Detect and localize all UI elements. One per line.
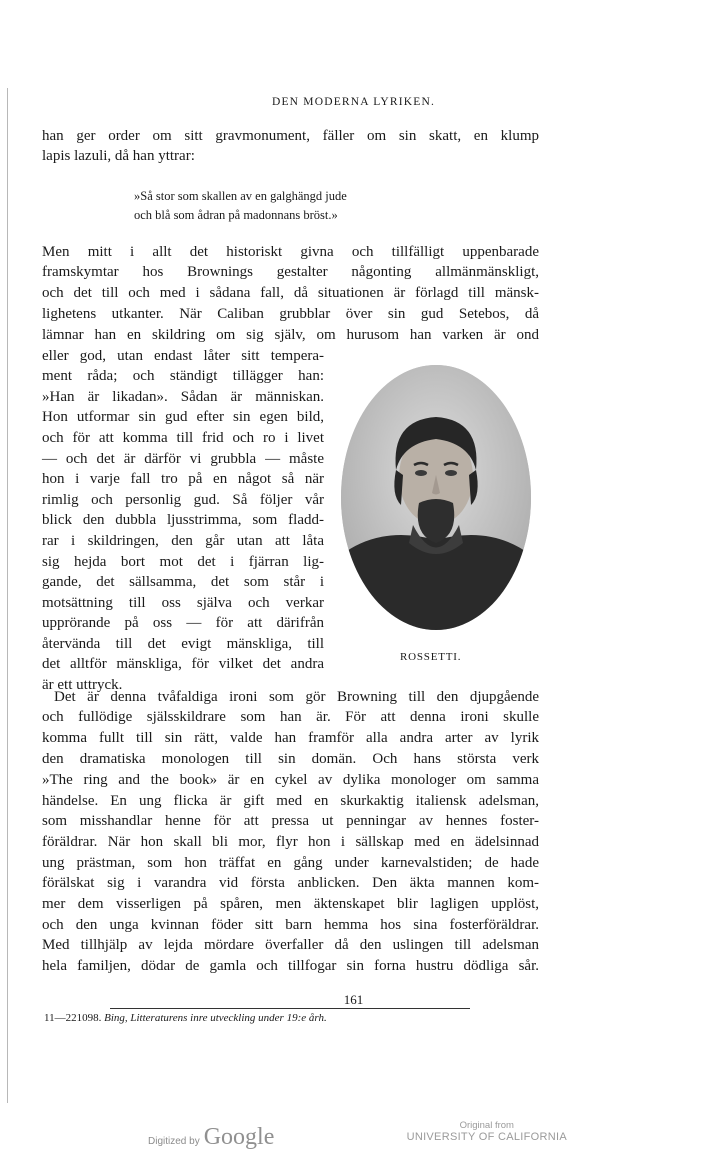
signature-code: 11—221098. (44, 1012, 102, 1024)
text-line: och för att komma till frid och ro i livet (42, 430, 324, 446)
text-line: lämnar han en skildring om sig själv, om hurusom han varken är ond (42, 327, 539, 343)
text-line: ment råda; och ständigt tillägger han: (42, 368, 324, 384)
text-line: den dramatiska monologen till sin domän. Och hans största verk (42, 751, 539, 767)
verse-line: och blå som ådran på madonnans bröst.» (134, 208, 338, 222)
text-line: upprörande på oss — för att därifrån (42, 615, 324, 631)
text-line: hon i varje fall tro på en något så när (42, 471, 324, 487)
text-line: blick den dubbla ljusstrimma, som fladd- (42, 512, 324, 528)
text-line: sig hejda bort mot det i fjärran lig- (42, 554, 324, 570)
original-from-label: Original from (459, 1120, 514, 1131)
text-line: Det är denna tvåfaldiga ironi som gör Browning till den djupgående (54, 689, 539, 705)
text-line: Men mitt i allt det historiskt givna och tillfälligt uppenbarade (42, 244, 539, 260)
text-line: ung prästman, som hon träffat en gång under karnevalstiden; de hade (42, 855, 539, 871)
text-line: mer dem visserligen på spåren, men äktenskapet blir lagligen upplöst, (42, 896, 539, 912)
text-line: motsättning till oss själva och verkar (42, 595, 324, 611)
text-line: återvända till det evigt mänskliga, till (42, 636, 324, 652)
verse-line: »Så stor som skallen av en galghängd jude (134, 189, 347, 203)
text-line: föräldrar. När hon skall bli mor, flyr hon i sällskap med en ädelsinnad (42, 834, 539, 850)
text-line: det alltför mänskliga, för vilket det andra (42, 656, 324, 672)
text-line: framskymtar hos Brownings gestalter någonting allmänmänskligt, (42, 264, 539, 280)
text-line: lapis lazuli, då han yttrar: (42, 148, 195, 164)
text-line: som misshandlar henne för att pressa ut penningar av hennes foster- (42, 813, 539, 829)
text-line: »Han är likadan». Sådan är människan. (42, 389, 324, 405)
text-line: eller god, utan endast låter sitt tempera- (42, 348, 324, 364)
origin-watermark (407, 1120, 567, 1143)
text-line: komma fullt till sin rätt, valde han framför alla andra arter av lyrik (42, 730, 539, 746)
text-line: Med tillhjälp av lejda mördare överfaller då den uslingen till adelsman (42, 937, 539, 953)
text-line: händelse. En ung flicka är gift med en skurkaktig italiensk adelsman, (42, 793, 539, 809)
text-line: och det till och med i sådana fall, då situationen är förlagd till mänsk- (42, 285, 539, 301)
text-line: hela familjen, dödar de gamla och tillfogar sin forna hustru dödliga sår. (42, 958, 539, 974)
text-line: Hon utformar sin gud efter sin egen bild, (42, 409, 324, 425)
text-line: — och det är därför vi grubbla — måste (42, 451, 324, 467)
text-line: lighetens utkanter. När Caliban grubblar över sin gud Setebos, då (42, 306, 539, 322)
google-logo: Google (203, 1124, 275, 1150)
text-line: är ett uttryck. (42, 677, 123, 693)
scan-edge-rule (7, 88, 8, 1103)
digitized-by-label: Digitized by (148, 1136, 200, 1147)
verse-quote (134, 187, 347, 225)
text-line: rimlig och personlig gud. Så följer vår (42, 492, 324, 508)
digitized-by-watermark (148, 1124, 274, 1151)
signature-citation: Bing, Litteraturens inre utveckling under 19:e årh. (104, 1012, 327, 1024)
text-line: förälskat sig i varandra vid första anblicken. Den äkta mannen kom- (42, 875, 539, 891)
text-line: och fullödige själsskildrare som han är. För att denna ironi skulle (42, 709, 539, 725)
rossetti-portrait (341, 365, 531, 630)
text-line: gande, det sällsamma, det som står i (42, 574, 324, 590)
portrait-caption: ROSSETTI. (400, 651, 462, 663)
text-line: han ger order om sitt gravmonument, fäller om sin skatt, en klump (42, 128, 539, 144)
signature-line (44, 1012, 327, 1024)
page-number: 161 (343, 992, 364, 1007)
institution-label: UNIVERSITY OF CALIFORNIA (406, 1131, 567, 1143)
text-line: »The ring and the book» är en cykel av dylika monologer om samma (42, 772, 539, 788)
text-line: rar i skildringen, den går utan att låta (42, 533, 324, 549)
running-header: DEN MODERNA LYRIKEN. (271, 96, 436, 108)
footer-rule (110, 1008, 470, 1009)
text-line: och den unga kvinnan föder sitt barn hemma hos sina fosterföräldrar. (42, 917, 539, 933)
